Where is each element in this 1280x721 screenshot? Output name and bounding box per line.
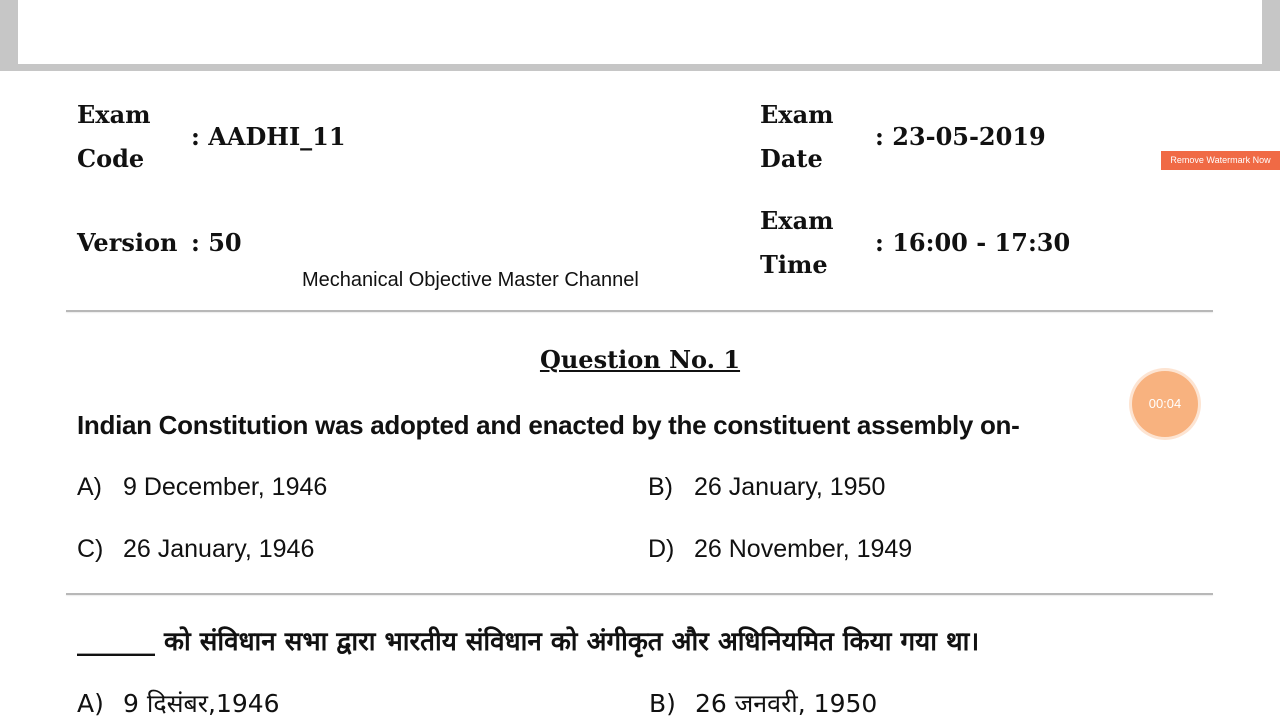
exam-time-label xyxy=(760,199,834,287)
exam-time-label-line2: Time xyxy=(760,250,828,279)
option-b-en[interactable] xyxy=(648,471,885,503)
exam-code-label-line1: Exam xyxy=(77,100,151,129)
option-text: 9 December, 1946 xyxy=(123,473,328,501)
exam-date-label-line1: Exam xyxy=(760,100,834,129)
question-text-hi: ______ को संविधान सभा द्वारा भारतीय संविधान को अंगीकृत और अधिनियमित किया गया था। xyxy=(77,627,980,657)
option-letter: A) xyxy=(77,689,104,718)
option-d-en[interactable] xyxy=(648,533,912,565)
option-letter: D) xyxy=(648,535,675,563)
option-a-en[interactable] xyxy=(77,471,327,503)
question-number xyxy=(0,344,1280,376)
channel-name: Mechanical Objective Master Channel xyxy=(302,269,639,291)
exam-date-value: : 23-05-2019 xyxy=(875,122,1046,151)
version-label: Version xyxy=(77,228,178,257)
option-letter: A) xyxy=(77,473,102,501)
language-divider xyxy=(66,593,1213,595)
remove-watermark-button[interactable]: Remove Watermark Now xyxy=(1161,151,1280,170)
option-text: 26 जनवरी, 1950 xyxy=(695,689,878,718)
option-letter: B) xyxy=(648,473,673,501)
timer-badge[interactable]: 00:04 xyxy=(1132,371,1198,437)
option-text: 26 January, 1950 xyxy=(694,473,886,501)
option-letter: B) xyxy=(649,689,676,718)
exam-time-value: : 16:00 - 17:30 xyxy=(875,228,1071,257)
top-panel xyxy=(18,0,1262,64)
option-text: 9 दिसंबर,1946 xyxy=(123,689,280,718)
option-text: 26 November, 1949 xyxy=(694,535,913,563)
exam-date-label-line2: Date xyxy=(760,144,823,173)
exam-code-label xyxy=(77,93,151,181)
question-text-en: Indian Constitution was adopted and enacted by the constituent assembly on- xyxy=(77,410,1020,440)
option-text: 26 January, 1946 xyxy=(123,535,315,563)
version-value: : 50 xyxy=(191,228,242,257)
option-a-hi[interactable] xyxy=(77,687,280,721)
exam-code-value: : AADHI_11 xyxy=(191,122,346,151)
option-c-en[interactable] xyxy=(77,533,314,565)
question-number-label: Question No. 1 xyxy=(539,345,741,374)
exam-date-label xyxy=(760,93,834,181)
option-b-hi[interactable] xyxy=(649,687,877,721)
option-letter: C) xyxy=(77,535,104,563)
header-divider xyxy=(66,310,1213,312)
exam-code-label-line2: Code xyxy=(77,144,145,173)
exam-time-label-line1: Exam xyxy=(760,206,834,235)
